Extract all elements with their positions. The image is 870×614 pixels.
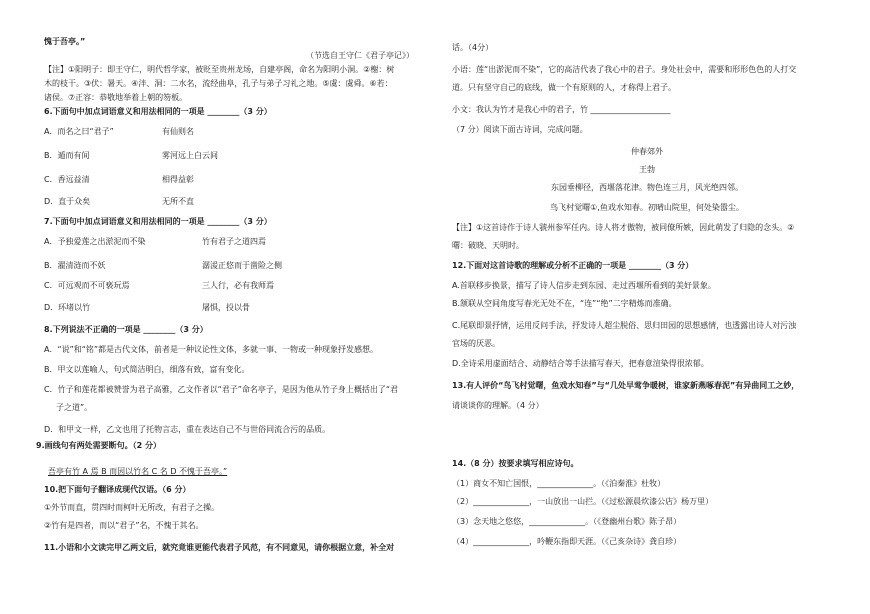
q12-option-c-cont: 官场的厌恶。	[452, 339, 500, 348]
q6-option-c-compare: 相得益彰	[162, 175, 194, 184]
q6-option-d: D．直于众矣	[44, 197, 91, 206]
q6-option-b-compare: 雾河远上白云间	[162, 151, 218, 160]
q6-option-c: C．香远益清	[44, 175, 90, 184]
passage-ending: 愧于吾亭。”	[44, 37, 86, 46]
q7-option-c: C．可远观而不可亵玩焉	[44, 281, 130, 290]
q12-option-b: B.颔联从空间角度写春光无处不在，“连”“绝”二字精炼而准确。	[452, 299, 677, 308]
question-13-cont: 请谈谈你的理解。（4 分）	[452, 401, 544, 410]
poem-annotation-2: 曙：破晓、天明时。	[452, 241, 524, 250]
q14-item-3: （3）念天地之悠悠，______________。（《登幽州台歌》陈子昂）	[452, 517, 682, 526]
question-13: 13.有人评价“鸟飞村觉曙，鱼戏水知春”与“几处早莺争暖树，谁家新燕啄春泥”有异曲同工之妙，	[452, 381, 800, 390]
q10-sentence-2: ②竹有是四者，而以“君子”名，不愧于其名。	[44, 521, 204, 530]
question-6: 6.下面句中加点词语意义和用法相同的一项是 ________（3 分）	[44, 107, 272, 116]
q6-option-b: B．遁而有间	[44, 151, 90, 160]
q6-option-a: A．而名之曰“君子”	[44, 127, 114, 136]
q7-option-b-compare: 潺湲正悠而于凿险之侧	[202, 261, 282, 270]
question-10: 10.把下面句子翻译成现代汉语。（6 分）	[44, 485, 191, 494]
q7-option-d: D．环堵以竹	[44, 303, 91, 312]
poem-annotation-1: 【注】①这首诗作于诗人虢州参军任内。诗人将才傲物，被同僚所嫉，因此萌发了归隐的念头。②	[452, 223, 795, 232]
question-9: 9.画线句有两处需要断句。（2 分）	[36, 441, 161, 450]
dialogue-xiaoyu-1: 小语：莲“出淤泥而不染”，它的高洁代表了我心中的君子。身处社会中，需要和形形色色的人打交	[452, 65, 797, 74]
source-note: （节选自王守仁《君子亭记》）	[306, 51, 414, 60]
q7-option-a: A．予独爱莲之出淤泥而不染	[44, 237, 146, 246]
poem-line-1: 东园垂柳径，西堰落花津。物色连三月，风光绝四邻。	[551, 183, 743, 192]
q7-option-c-compare: 三人行，必有我师焉	[202, 281, 274, 290]
dialogue-xiaoyu-2: 道。只有坚守自己的底线，做一个有原则的人，才称得上君子。	[452, 83, 676, 92]
poem-line-2: 鸟飞村觉曙①,鱼戏水知春。初晴山院里，何处染嚣尘。	[550, 203, 744, 212]
annotation-line-3: 诸侯。⑦正容：恭敬地举着上朝的笏板。	[44, 93, 188, 102]
question-14: 14.（8 分）按要求填写相应诗句。	[452, 459, 579, 468]
q7-option-b: B．濯清涟而不妖	[44, 261, 106, 270]
q12-option-d: D.全诗采用虚面结合、动静结合等手法描写春天，把春意渲染得很浓郁。	[452, 359, 709, 368]
question-7: 7.下面句中加点词语意义和用法相同的一项是 ________（3 分）	[44, 217, 272, 226]
q8-option-b: B．甲文以莲喻人，句式简洁明白，细落有致，富有变化。	[44, 365, 250, 374]
q7-option-a-compare: 竹有君子之道四焉	[202, 237, 266, 246]
question-11: 11.小语和小文读完甲乙两文后，就究竟谁更能代表君子风范，有不同意见，请你根据立意，补全对	[44, 543, 395, 552]
poem-section-intro: （7 分）阅读下面古诗词，完成问题。	[452, 125, 588, 134]
q9-sentence: 吾亭有竹 A 焉 B 而因以竹名 C 名 D 不愧于吾亭。”	[48, 467, 228, 476]
q8-option-a: A．“说”和“铭”都是古代文体，前者是一种议论性文体，多就一事、一物或一种现象抒发感想。	[44, 345, 379, 354]
q12-option-c: C.尾联即景抒情，运用反问手法，抒发诗人超尘脱俗、思归田园的思想感情，也透露出诗人对污浊	[452, 321, 797, 330]
dialogue-xiaowen: 小文：我认为竹才是我心中的君子，竹 ____________________	[452, 105, 671, 114]
q8-option-c-cont: 子之道”。	[56, 403, 93, 412]
annotation-line-1: 【注】①阳明子：即王守仁，明代哲学家，被贬至贵州龙场，自建亭阁，命名为阳明小洞。②榭：树	[44, 65, 395, 74]
question-8: 8.下列说法不正确的一项是 ________（3 分）	[44, 325, 208, 334]
poem-title: 仲春郊外	[631, 147, 663, 156]
q11-cont: 话。（4分）	[452, 43, 494, 52]
q14-item-1: （1）商女不知亡国恨，______________。（《泊秦淮》杜牧）	[452, 479, 666, 488]
q8-option-d: D．和甲文一样，乙文也用了托物言志，重在表达自己不与世俗同流合污的品质。	[44, 425, 331, 434]
q8-option-c: C．竹子和莲花都被赞誉为君子高雅，乙文作者以“君子”命名亭子，是因为他从竹子身上概括出了“君	[44, 385, 399, 394]
q6-option-a-compare: 有仙则名	[162, 127, 194, 136]
question-12: 12.下面对这首诗歌的理解或分析不正确的一项是 ________（3 分）	[452, 261, 694, 270]
poem-author: 王勃	[639, 165, 655, 174]
q6-option-d-compare: 无所不直	[162, 197, 194, 206]
q14-item-4: （4）______________，吟鞭东指即天涯。（《己亥杂诗》龚自珍）	[452, 537, 682, 546]
q12-option-a: A.首联移步换景，描写了诗人信步走到东园、走过西堰所看到的美好景象。	[452, 281, 716, 290]
q14-item-2: （2）______________，一山放出一山拦。（《过松源晨炊漆公店》杨万里）	[452, 497, 714, 506]
annotation-line-2: 木的枝干。③伏：暑天。④泮、洞：二水名，流经曲阜，孔子与弟子习礼之地。⑤虞：虞舜。⑥若：	[44, 79, 393, 88]
q10-sentence-1: ①外节而直，贯四时而柯叶无所改，有君子之操。	[44, 503, 220, 512]
q7-option-d-compare: 屠惧，投以骨	[202, 303, 250, 312]
